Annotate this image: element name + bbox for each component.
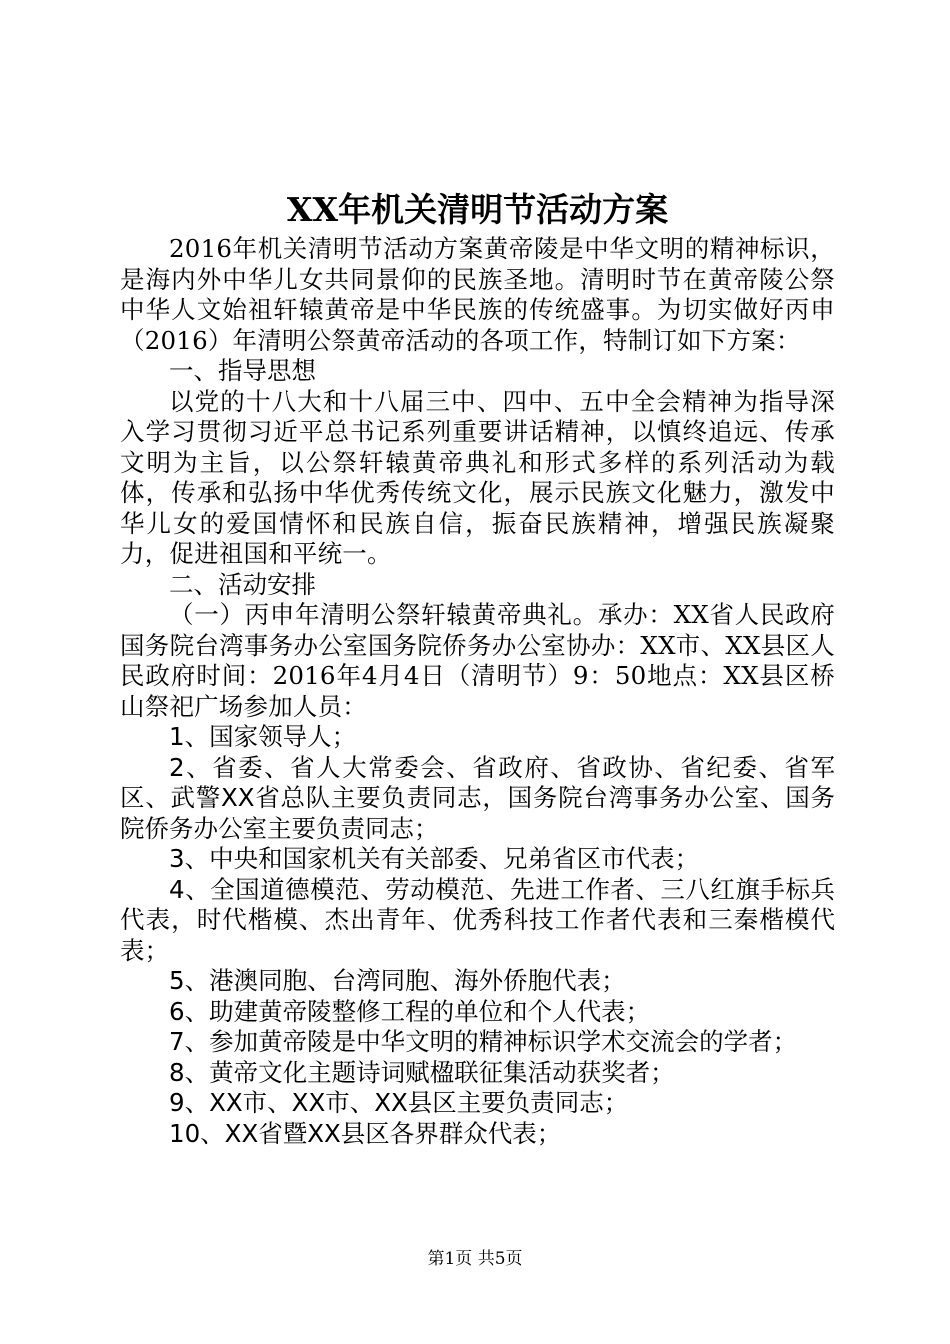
ceremony-subheading: （一）丙申年清明公祭轩辕黄帝典礼。	[169, 600, 598, 629]
list-item: 3、中央和国家机关有关部委、兄弟省区市代表；	[169, 844, 700, 873]
section-heading-guiding-ideology: 一、指导思想	[169, 356, 316, 385]
list-item: 10、XX省暨XX县区各界群众代表；	[169, 1118, 562, 1148]
intro-paragraph: 2016年机关清明节活动方案黄帝陵是中华文明的精神标识，是海内外中华儿女共同景仰的民族圣地。清明时节在黄帝陵公祭中华人文始祖轩辕黄帝是中华民族的传统盛事。为切实做好丙申（2016）年清明公祭黄帝活动的各项工作，特制订如下方案：	[120, 234, 835, 355]
page-number-footer: 第1页 共5页	[427, 1249, 523, 1269]
list-item: 2、省委、省人大常委会、省政府、省政协、省纪委、省军区、武警XX省总队主要负责同志，国务院台湾事务办公室、国务院侨务办公室主要负责同志；	[120, 752, 835, 843]
list-item: 4、全国道德模范、劳动模范、先进工作者、三八红旗手标兵代表，时代楷模、杰出青年、优秀科技工作者代表和三秦楷模代表；	[120, 874, 835, 965]
section-heading-activity-arrangement: 二、活动安排	[169, 569, 316, 599]
participants-list	[120, 722, 835, 1149]
ceremony-paragraph	[120, 600, 835, 722]
ceremony-details: 承办：XX省人民政府国务院台湾事务办公室国务院侨务办公室协办：XX市、XX县区人民政府时间：2016年4月4日（清明节）9：50地点：XX县区桥山祭祀广场参加人员：	[120, 600, 835, 721]
document-title: XX年机关清明节活动方案	[286, 190, 669, 229]
list-item: 1、国家领导人；	[169, 722, 357, 751]
list-item: 8、黄帝文化主题诗词赋楹联征集活动获奖者；	[169, 1057, 675, 1087]
list-item: 6、助建黄帝陵整修工程的单位和个人代表；	[169, 996, 651, 1026]
list-item: 9、XX市、XX市、XX县区主要负责同志；	[169, 1088, 629, 1117]
list-item: 7、参加黄帝陵是中华文明的精神标识学术交流会的学者；	[169, 1027, 798, 1056]
document-body	[120, 188, 835, 1149]
list-item: 5、港澳同胞、台湾同胞、海外侨胞代表；	[169, 966, 626, 995]
guiding-ideology-paragraph: 以党的十八大和十八届三中、四中、五中全会精神为指导深入学习贯彻习近平总书记系列重要讲话精神，以慎终追远、传承文明为主旨，以公祭轩辕黄帝典礼和形式多样的系列活动为载体，传承和弘扬中华优秀传统文化，展示民族文化魅力，激发中华儿女的爱国情怀和民族自信，振奋民族精神，增强民族凝聚力，促进祖国和平统一。	[120, 386, 835, 568]
